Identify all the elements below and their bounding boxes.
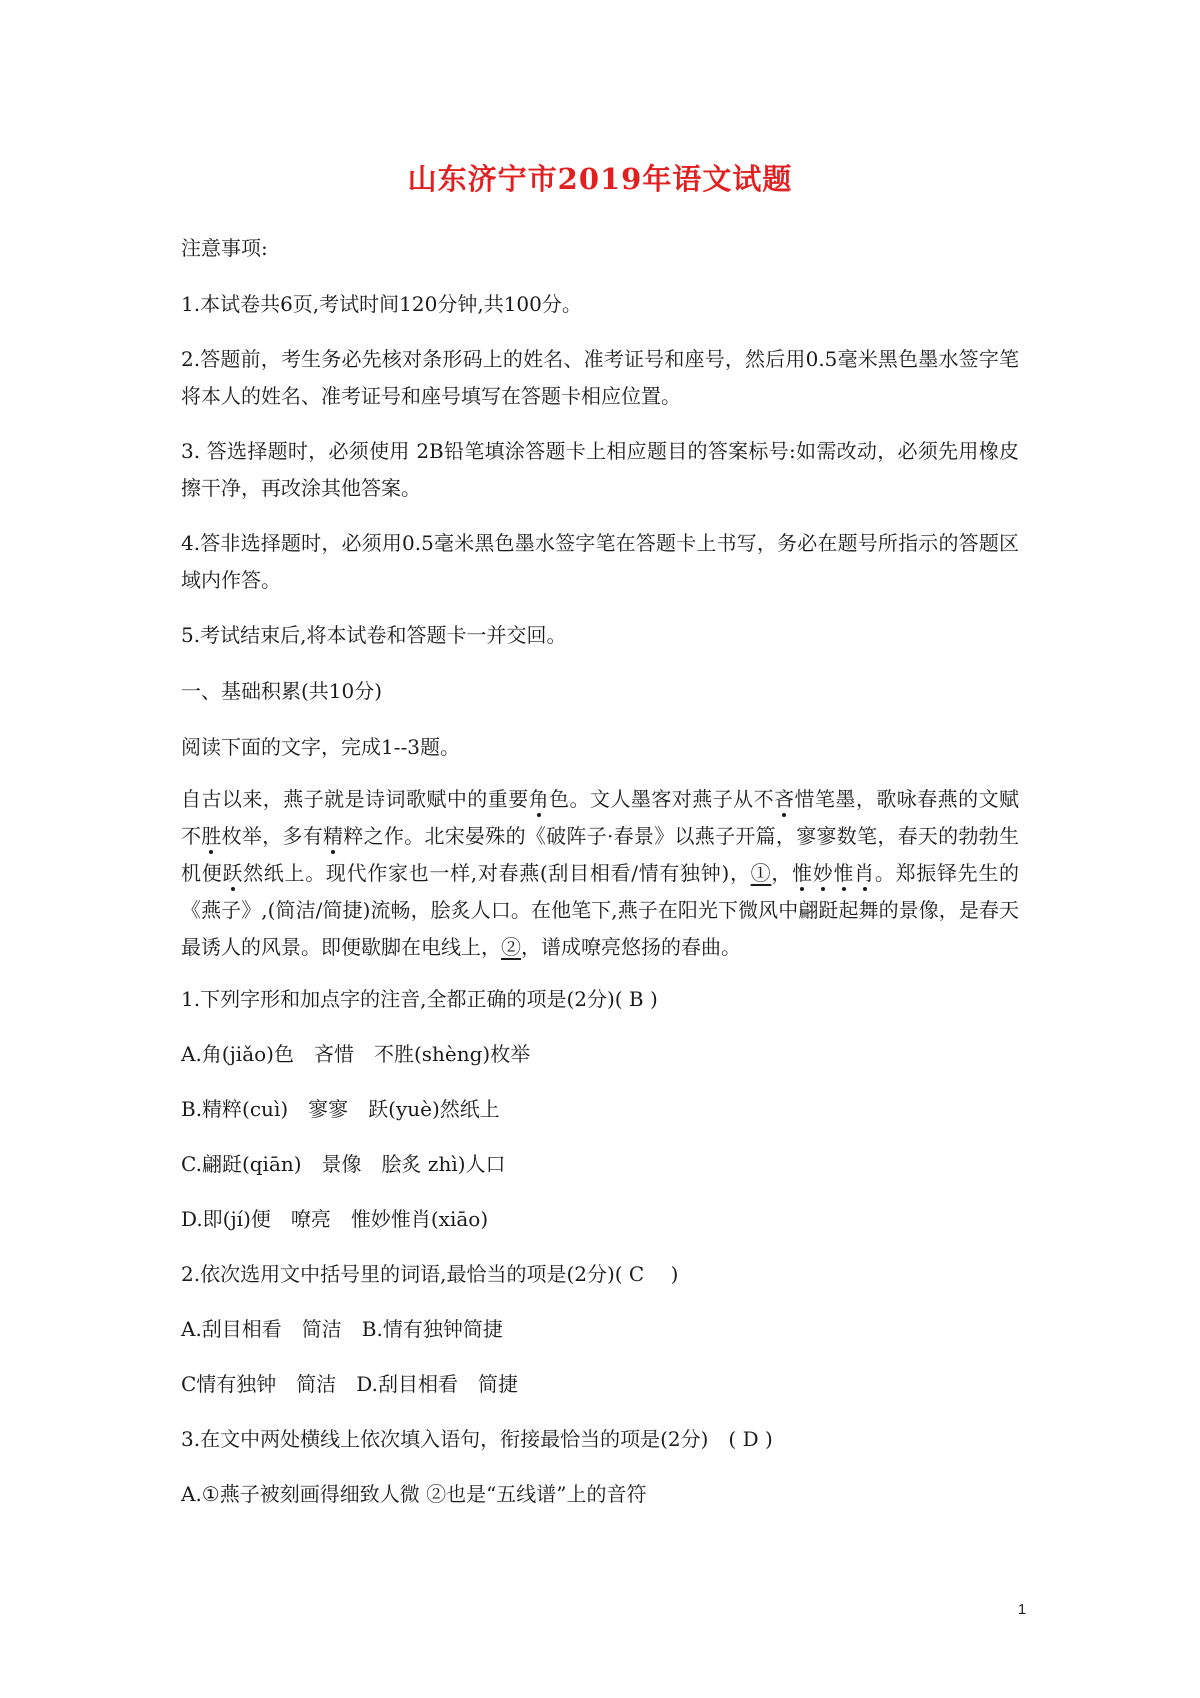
notice-item-4: 4.答非选择题时，必须用0.5毫米黑色墨水签字笔在答题卡上书写，务必在题号所指示的答题区域内作答。: [181, 531, 1019, 592]
dotted-char: 妙: [812, 861, 834, 885]
question-2-option-cd: C情有独钟 简洁 D.刮目相看 简捷: [181, 1372, 518, 1396]
answer-blank-1: ①: [750, 861, 772, 885]
question-3-option-a: A.①燕子被刻画得细致人微 ②也是“五线谱”上的音符: [181, 1482, 647, 1506]
passage-text: 枚举，多有: [221, 824, 324, 848]
notice-item-5: 5.考试结束后,将本试卷和答题卡一并交回。: [181, 623, 567, 647]
document-body: [181, 230, 1019, 1513]
dotted-char: 吝: [774, 787, 795, 811]
question-1-option-a: A.角(jiǎo)色 吝惜 不胜(shèng)枚举: [181, 1042, 531, 1066]
passage-text: 自古以来，燕子就是诗词歌赋中的重要: [181, 787, 529, 811]
notice-heading: 注意事项:: [181, 236, 268, 260]
question-1-option-b: B.精粹(cuì) 寥寥 跃(yuè)然纸上: [181, 1097, 500, 1121]
notice-item-3: 3. 答选择题时，必须使用 2B铅笔填涂答题卡上相应题目的答案标号:如需改动，必须先用橡皮擦干净，再改涂其他答案。: [181, 439, 1019, 500]
question-2-stem: 2.依次选用文中括号里的词语,最恰当的项是(2分)( C ): [181, 1262, 679, 1286]
question-3-stem: 3.在文中两处横线上依次填入语句，衔接最恰当的项是(2分) ( D ): [181, 1427, 773, 1451]
question-1-stem: 1.下列字形和加点字的注音,全都正确的项是(2分)( B ): [181, 987, 658, 1011]
section-heading: 一、基础积累(共10分): [181, 679, 383, 703]
passage-text: 色。文人墨客对燕子从不: [549, 787, 775, 811]
page-number: 1: [1017, 1601, 1027, 1618]
dotted-char: 精: [323, 824, 344, 848]
reading-passage: [181, 781, 1019, 966]
passage-text: 。郑振铎先生的《燕子》,(简洁/简捷)流畅，脍炙人口。在他笔下,燕子在阳光下微风中翩跹起舞的景像，是春天最诱人的风景。即便歇脚在电线上，: [181, 861, 1020, 959]
question-1-option-d: D.即(jí)便 嘹亮 惟妙惟肖(xiāo): [181, 1207, 489, 1231]
answer-blank-2: ②: [501, 935, 521, 959]
dotted-char: 惟: [833, 861, 855, 885]
dotted-char: 跃: [222, 861, 244, 885]
dotted-char: 角: [528, 787, 550, 811]
question-1-option-c: C.翩跹(qiān) 景像 脍炙 zhì)人口: [181, 1152, 506, 1176]
passage-text: ，: [771, 861, 793, 885]
notice-item-1: 1.本试卷共6页,考试时间120分钟,共100分。: [181, 292, 582, 316]
passage-text: ，谱成嘹亮悠扬的春曲。: [521, 935, 741, 959]
passage-text: 粹之作。北宋晏殊的《破阵子·春景》以燕子开篇，寥寥数笔，春天的勃勃生机便: [181, 824, 1020, 885]
notice-item-2: 2.答题前，考生务必先核对条形码上的姓名、准考证号和座号，然后用0.5毫米黑色墨水签字笔将本人的姓名、准考证号和座号填写在答题卡相应位置。: [181, 347, 1019, 408]
question-2-option-ab: A.刮目相看 简洁 B.情有独钟简捷: [181, 1317, 503, 1341]
dotted-char: 惟: [792, 861, 813, 885]
dotted-char: 肖: [854, 861, 875, 885]
dotted-char: 胜: [201, 824, 222, 848]
passage-text: 然纸上。现代作家也一样,对春燕(刮目相看/情有独钟)，: [243, 861, 751, 885]
document-title: 山东济宁市2019年语文试题: [407, 162, 793, 196]
passage-text: 惜笔墨，歌咏春燕的文赋不: [181, 787, 1020, 848]
reading-instruction: 阅读下面的文字，完成1--3题。: [181, 735, 460, 759]
